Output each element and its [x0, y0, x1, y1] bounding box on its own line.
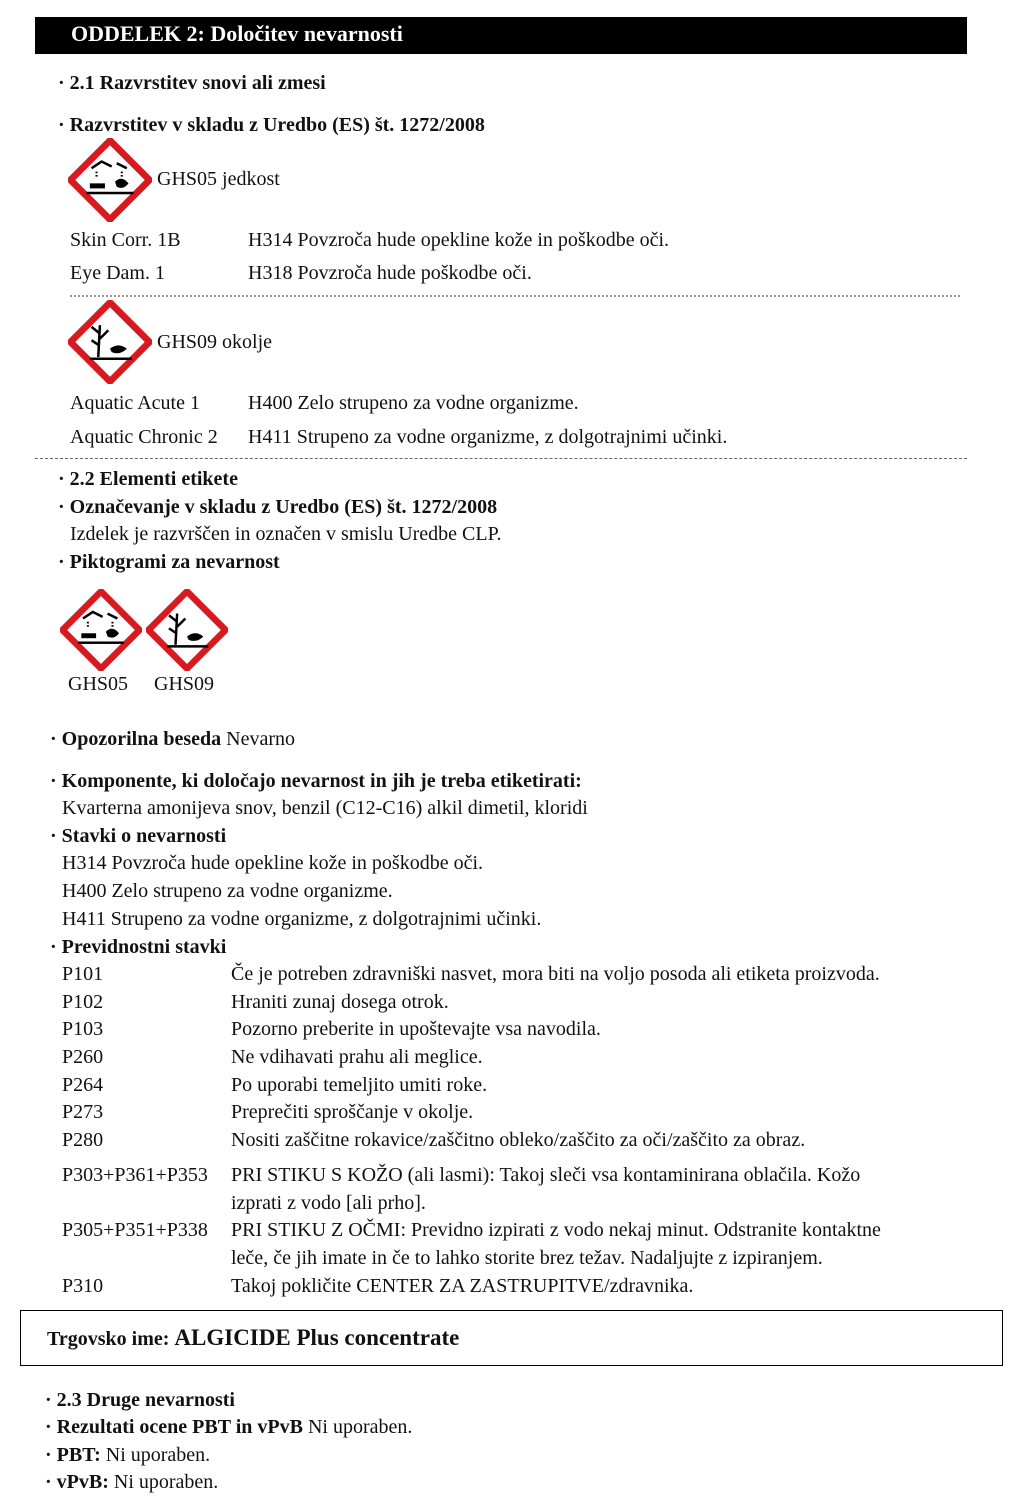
s22-labelling-text: Izdelek je razvrščen in označen v smislu Uredbe CLP.: [70, 523, 502, 545]
section-header: [35, 17, 967, 54]
ghs05-stmt-2: H318 Povzroča hude poškodbe oči.: [248, 262, 532, 284]
s21-regulation: · Razvrstitev v skladu z Uredbo (ES) št. 1272/2008: [58, 114, 485, 136]
corrosion-icon: [68, 138, 152, 222]
trade-name-box: [20, 1310, 1003, 1366]
pbt-result-label: · Rezultati ocene PBT in vPvB: [45, 1416, 303, 1438]
precaution-code: P280: [62, 1129, 104, 1151]
precaution-text-cont: leče, če jih imate in če to lahko storite brez težav. Nadaljujte z izpiranjem.: [231, 1247, 823, 1269]
trade-product-name: ALGICIDE Plus concentrate: [174, 1325, 460, 1350]
components-heading: · Komponente, ki določajo nevarnost in jih je treba etiketirati:: [50, 770, 582, 792]
ghs09-label: GHS09 okolje: [157, 331, 272, 353]
precaution-text: Po uporabi temeljito umiti roke.: [231, 1074, 488, 1096]
precaution-text: Hraniti zunaj dosega otrok.: [231, 991, 449, 1013]
ghs09-class-1: Aquatic Acute 1: [70, 392, 200, 414]
trade-label: Trgovsko ime:: [47, 1328, 170, 1350]
s22-heading: · 2.2 Elementi etikete: [58, 468, 238, 490]
vpvb: [45, 1471, 218, 1494]
trade-name: [47, 1325, 459, 1351]
precaution-code: P103: [62, 1018, 104, 1040]
pbt: [45, 1444, 210, 1467]
precaution-code: P273: [62, 1101, 104, 1123]
precaution-text: Če je potreben zdravniški nasvet, mora biti na voljo posoda ali etiketa proizvoda.: [231, 963, 880, 985]
ghs09-stmt-1: H400 Zelo strupeno za vodne organizme.: [248, 392, 579, 414]
signal-label: · Opozorilna beseda: [50, 728, 222, 750]
ghs05-class-1: Skin Corr. 1B: [70, 229, 181, 251]
environment-icon: [146, 589, 228, 671]
precaution-text: Takoj pokličite CENTER ZA ZASTRUPITVE/zdravnika.: [231, 1275, 694, 1297]
pbt-result-value: Ni uporaben.: [307, 1416, 413, 1438]
precaution-code: P310: [62, 1275, 104, 1297]
vpvb-value: Ni uporaben.: [113, 1471, 219, 1493]
precaution-text: Pozorno preberite in upoštevajte vsa navodila.: [231, 1018, 601, 1040]
pbt-label: · PBT:: [45, 1444, 101, 1466]
precaution-code: P264: [62, 1074, 104, 1096]
hazard-statement: H411 Strupeno za vodne organizme, z dolgotrajnimi učinki.: [62, 908, 542, 930]
precaution-text: Nositi zaščitne rokavice/zaščitno obleko/zaščito za oči/zaščito za obraz.: [231, 1129, 806, 1151]
pictograms-heading: · Piktogrami za nevarnost: [58, 551, 280, 573]
ghs09-class-2: Aquatic Chronic 2: [70, 426, 218, 448]
hazard-heading: · Stavki o nevarnosti: [50, 825, 227, 847]
picto-label-ghs09: GHS09: [154, 673, 215, 695]
ghs05-label: GHS05 jedkost: [157, 168, 280, 190]
corrosion-icon: [60, 589, 142, 671]
environment-icon: [68, 300, 152, 384]
ghs09-stmt-2: H411 Strupeno za vodne organizme, z dolgotrajnimi učinki.: [248, 426, 728, 448]
hazard-statement: H400 Zelo strupeno za vodne organizme.: [62, 880, 393, 902]
pbt-result: [45, 1416, 412, 1439]
precaution-code: P102: [62, 991, 104, 1013]
precaution-text: Preprečiti sproščanje v okolje.: [231, 1101, 474, 1123]
ghs05-class-2: Eye Dam. 1: [70, 262, 165, 284]
ghs05-stmt-1: H314 Povzroča hude opekline kože in poškodbe oči.: [248, 229, 670, 251]
dashed-divider: [35, 458, 967, 459]
precaution-heading: · Previdnostni stavki: [50, 936, 227, 958]
signal-value: Nevarno: [226, 728, 295, 750]
precaution-text: PRI STIKU S KOŽO (ali lasmi): Takoj sleči vsa kontaminirana oblačila. Kožo: [231, 1164, 861, 1186]
picto-label-ghs05: GHS05: [68, 673, 129, 695]
hazard-statement: H314 Povzroča hude opekline kože in poškodbe oči.: [62, 852, 484, 874]
precaution-text-cont: izprati z vodo [ali prho].: [231, 1192, 426, 1214]
precaution-code: P260: [62, 1046, 104, 1068]
s21-heading: · 2.1 Razvrstitev snovi ali zmesi: [58, 72, 326, 94]
signal-word: [50, 728, 295, 751]
precaution-text: Ne vdihavati prahu ali meglice.: [231, 1046, 483, 1068]
section-title: ODDELEK 2: Določitev nevarnosti: [71, 21, 403, 46]
vpvb-label: · vPvB:: [45, 1471, 109, 1493]
precaution-code: P303+P361+P353: [62, 1164, 208, 1186]
precaution-code: P101: [62, 963, 104, 985]
pbt-value: Ni uporaben.: [105, 1444, 211, 1466]
s23-heading: · 2.3 Druge nevarnosti: [45, 1389, 235, 1411]
precaution-code: P305+P351+P338: [62, 1219, 208, 1241]
precaution-text: PRI STIKU Z OČMI: Previdno izpirati z vodo nekaj minut. Odstranite kontaktne: [231, 1219, 881, 1241]
dotted-divider: [70, 295, 960, 297]
components-text: Kvarterna amonijeva snov, benzil (C12-C16) alkil dimetil, kloridi: [62, 797, 588, 819]
s22-labelling: · Označevanje v skladu z Uredbo (ES) št. 1272/2008: [58, 496, 498, 518]
